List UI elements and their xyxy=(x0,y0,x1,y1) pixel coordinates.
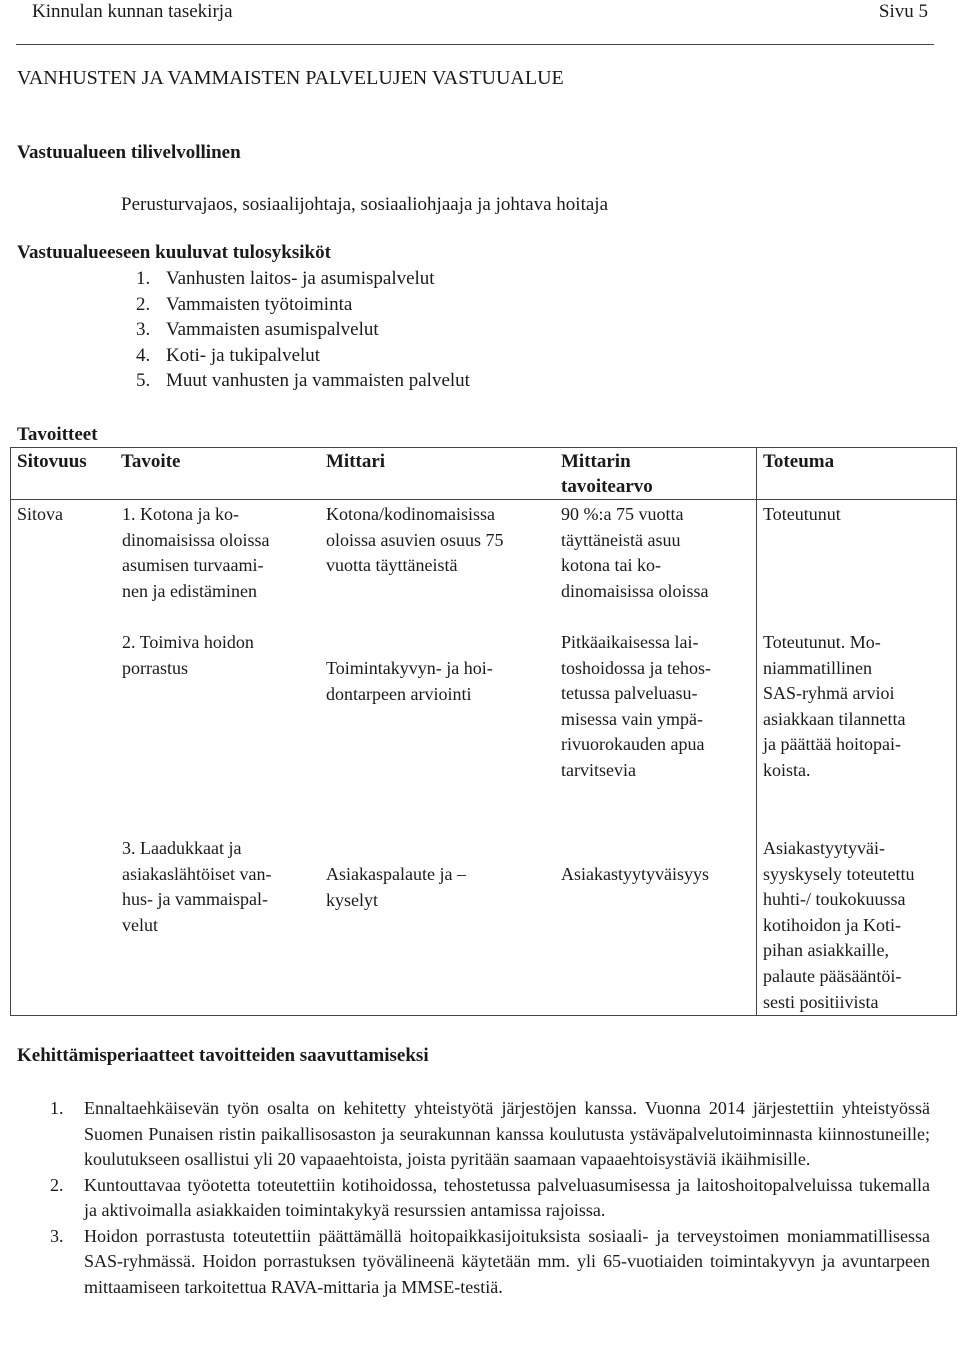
table-header-border xyxy=(10,499,957,500)
responsible-value: Perusturvajaos, sosiaalijohtaja, sosiaaliohjaaja ja johtava hoitaja xyxy=(121,194,608,215)
cell-mittari: Kotona/kodinomaisissa oloissa asuvien osuus 75 vuotta täyttäneistä xyxy=(326,504,504,576)
units-heading: Vastuualueeseen kuuluvat tulosyksiköt xyxy=(17,242,331,263)
goals-heading: Tavoitteet xyxy=(17,424,98,445)
table-top-border xyxy=(10,447,957,448)
header-divider xyxy=(16,44,934,45)
list-item: 5. Muut vanhusten ja vammaisten palvelut xyxy=(136,370,470,391)
table-left-border xyxy=(10,447,11,1016)
col-header-toteuma: Toteuma xyxy=(763,451,835,472)
list-item: 4. Koti- ja tukipalvelut xyxy=(136,344,321,366)
list-item: 3. Hoidon porrastusta toteutettiin päättämällä hoitopaikkasijoituksista sosiaali- ja terveystoimen moniammatillisessa SAS-ryhmässä. Hoidon porrastuksen työvälineenä käytetään mm. yli 65-vuotiaiden toimintakyvyn ja avuntarpeen mittaamiseen tarkoitettua RAVA-mittaria ja MMSE-testiä. xyxy=(50,1225,930,1297)
col-header-mittari: Mittari xyxy=(326,451,386,472)
cell-mittari: Toimintakyvyn- ja hoi- dontarpeen arviointi xyxy=(326,658,493,704)
col-header-tavoite: Tavoite xyxy=(121,451,181,472)
cell-tavoitearvo: Asiakastyytyväisyys xyxy=(561,864,709,884)
principles-list xyxy=(50,1096,930,1300)
responsible-heading: Vastuualueen tilivelvollinen xyxy=(17,142,241,163)
cell-tavoite: 1. Kotona ja ko- dinomaisissa oloissa asumisen turvaami- nen ja edistäminen xyxy=(122,504,270,601)
list-item: 1. Vanhusten laitos- ja asumispalvelut xyxy=(136,268,435,289)
cell-sitovuus: Sitova xyxy=(17,504,64,524)
col-header-tavoitearvo: Mittarin tavoitearvo xyxy=(561,451,653,497)
cell-tavoite: 2. Toimiva hoidon porrastus xyxy=(122,632,254,678)
cell-tavoite: 3. Laadukkaat ja asiakaslähtöiset van- hus- ja vammaispal- velut xyxy=(122,838,272,935)
col-header-sitovuus: Sitovuus xyxy=(17,451,87,472)
table-col-divider xyxy=(756,447,757,1016)
cell-toteuma: Toteutunut xyxy=(763,504,841,524)
list-item: 2. Vammaisten työtoiminta xyxy=(136,293,353,315)
list-item: 3. Vammaisten asumispalvelut xyxy=(136,319,379,340)
cell-tavoitearvo: Pitkäaikaisessa lai- toshoidossa ja tehos- tetussa palveluasu- misessa vain ympä- rivuorokauden apua tarvitsevia xyxy=(561,632,711,780)
header-document-title: Kinnulan kunnan tasekirja xyxy=(32,1,233,22)
page-title: VANHUSTEN JA VAMMAISTEN PALVELUJEN VASTUUALUE xyxy=(17,67,564,89)
cell-toteuma: Toteutunut. Mo- niammatillinen SAS-ryhmä arvioi asiakkaan tilannetta ja päättää hoitopai- koista. xyxy=(763,632,906,780)
cell-toteuma: Asiakastyytyväi- syyskysely toteutettu huhti-/ toukokuussa kotihoidon ja Koti- pihan asiakkaille, palaute pääsääntöi- sesti positiivista xyxy=(763,838,915,1012)
principles-heading: Kehittämisperiaatteet tavoitteiden saavuttamiseksi xyxy=(17,1045,429,1066)
table-right-border xyxy=(956,447,957,1016)
units-list xyxy=(120,266,470,394)
cell-tavoitearvo: 90 %:a 75 vuotta täyttäneistä asuu kotona tai ko- dinomaisissa oloissa xyxy=(561,504,709,601)
list-item: 1. Ennaltaehkäisevän työn osalta on kehitetty yhteistyötä järjestöjen kanssa. Vuonna 2014 järjestettiin yhteistyössä Suomen Punaisen ristin paikallisosaston ja seurakunnan kanssa koulutusta ystäväpalvelutoiminnasta kiinnostuneille; koulutukseen osallistui yli 20 vapaaehtoista, joista pyritään saamaan vapaaehtoisystäviä ikäihmisille. xyxy=(50,1098,930,1169)
header-page-number: Sivu 5 xyxy=(878,1,928,22)
list-item: 2. Kuntouttavaa työotetta toteutettiin kotihoidossa, tehostetussa palveluasumisessa ja laitoshoitopalveluissa tukemalla ja aktivoimalla asiakkaiden toimintakykyä resurssien antamissa rajoissa. xyxy=(50,1174,930,1220)
cell-mittari: Asiakaspalaute ja – kyselyt xyxy=(326,864,466,910)
